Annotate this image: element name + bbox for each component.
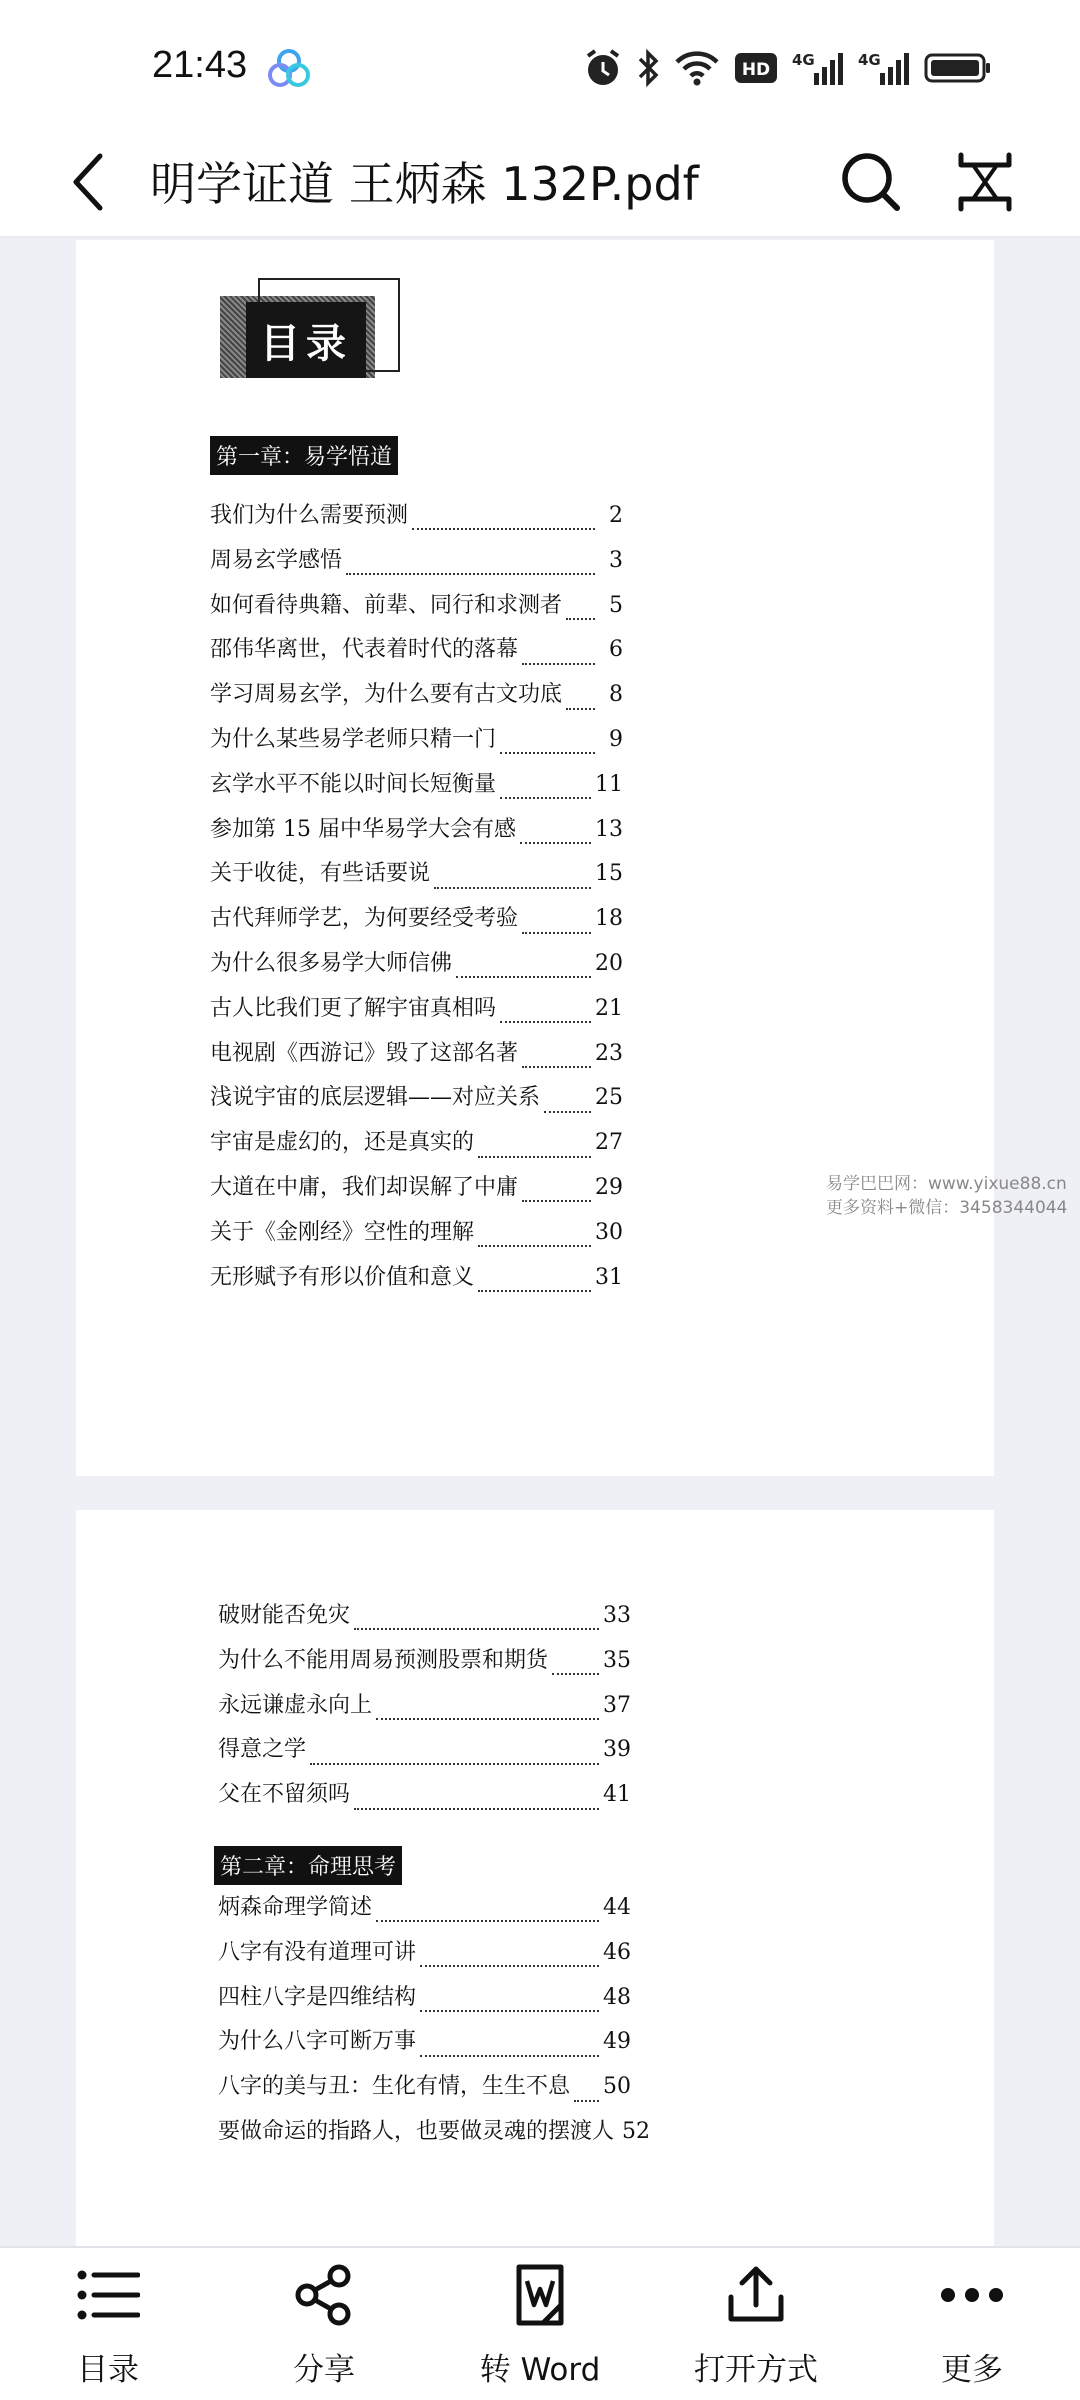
toc-entry-page: 48 [603, 1984, 631, 2010]
list-icon [73, 2260, 143, 2330]
toc-entry[interactable] [218, 1935, 631, 1980]
toc-entry[interactable] [210, 498, 623, 543]
open-with-label: 打开方式 [694, 2352, 818, 2388]
toc-entry[interactable] [210, 1170, 623, 1215]
toc-list [218, 1598, 631, 1822]
dot-leader [310, 1749, 599, 1765]
toc-entry[interactable] [218, 2114, 651, 2159]
convert-word-button[interactable] [432, 2248, 648, 2400]
fit-page-icon [955, 151, 1015, 213]
dot-leader [522, 1052, 591, 1068]
toc-entry-page: 27 [595, 1130, 623, 1156]
dot-leader [500, 783, 591, 799]
toc-entry-page: 35 [603, 1647, 631, 1673]
toc-entry[interactable] [210, 1036, 623, 1081]
toc-entry-page: 44 [603, 1895, 631, 1920]
status-icons [584, 48, 992, 92]
dot-leader [566, 604, 595, 620]
toc-list [218, 1890, 651, 2159]
toc-entry-title: 为什么某些易学老师只精一门 [210, 726, 497, 752]
dot-leader [500, 1007, 591, 1023]
toc-entry[interactable] [218, 1643, 631, 1688]
search-icon [840, 151, 902, 213]
toc-button[interactable] [0, 2248, 216, 2400]
toc-entry-title: 为什么八字可断万事 [218, 2029, 417, 2055]
toc-entry-title: 无形赋予有形以价值和意义 [210, 1264, 475, 1290]
toc-entry[interactable] [210, 632, 623, 677]
dot-leader [566, 694, 595, 710]
dot-leader [522, 1186, 591, 1202]
toc-entry[interactable] [210, 901, 623, 946]
dot-leader [456, 962, 591, 978]
toc-entry-page: 8 [609, 682, 623, 708]
pdf-viewer[interactable] [0, 240, 1080, 2246]
dot-leader [354, 1614, 599, 1630]
watermark-line: 更多资料+微信：3458344044 [826, 1198, 1068, 1218]
dot-leader [434, 873, 591, 889]
toc-entry-page: 52 [622, 2118, 651, 2144]
wifi-icon [674, 50, 720, 90]
toc-entry-title: 浅说宇宙的底层逻辑——对应关系 [210, 1085, 541, 1111]
search-button[interactable] [836, 142, 906, 222]
toc-entry[interactable] [210, 588, 623, 633]
share-button-label: 分享 [293, 2352, 355, 2388]
toc-entry-page: 23 [595, 1040, 623, 1066]
toc-entry-page: 37 [603, 1692, 631, 1718]
chapter-heading: 第二章：命理思考 [214, 1846, 402, 1885]
toc-entry-page: 39 [603, 1737, 631, 1763]
toc-entry-page: 5 [609, 592, 623, 618]
dot-leader [478, 1142, 591, 1158]
alarm-icon [584, 48, 622, 92]
toc-entry-page: 46 [603, 1939, 631, 1965]
toc-entry-title: 为什么很多易学大师信佛 [210, 950, 453, 976]
watermark-line: 易学巴巴网：www.yixue88.cn [826, 1174, 1067, 1194]
toc-button-label: 目录 [77, 2352, 139, 2388]
toc-entry-page: 49 [603, 2029, 631, 2055]
dot-leader [346, 559, 595, 575]
toc-entry-title: 如何看待典籍、前辈、同行和求测者 [210, 592, 563, 618]
share-icon [289, 2260, 359, 2330]
toc-entry[interactable] [218, 1777, 631, 1822]
toc-entry-page: 33 [603, 1603, 631, 1628]
toc-entry-page: 50 [603, 2074, 631, 2100]
bottom-toolbar [0, 2246, 1080, 2400]
toc-entry[interactable] [210, 677, 623, 722]
app-bar [0, 130, 1080, 238]
toc-entry-title: 玄学水平不能以时间长短衡量 [210, 771, 497, 797]
toc-entry-title: 四柱八字是四维结构 [218, 1984, 417, 2010]
toc-entry-page: 9 [609, 726, 623, 752]
document-title: 明学证道 王炳森 132P.pdf [150, 157, 699, 211]
toc-entry[interactable] [218, 2024, 631, 2069]
toc-list [210, 498, 623, 1304]
share-button[interactable] [216, 2248, 432, 2400]
toc-entry-page: 29 [595, 1174, 623, 1200]
dot-leader [522, 649, 595, 665]
toc-entry-title: 我们为什么需要预测 [210, 503, 409, 528]
toc-entry[interactable] [210, 767, 623, 812]
back-button[interactable] [58, 142, 118, 222]
toc-entry[interactable] [218, 1890, 631, 1935]
toc-entry[interactable] [210, 1260, 623, 1305]
toc-entry-title: 关于收徒，有些话要说 [210, 861, 431, 887]
fit-page-button[interactable] [950, 142, 1020, 222]
toc-entry-title: 宇宙是虚幻的，还是真实的 [210, 1130, 475, 1156]
svg-text:4G: 4G [858, 51, 881, 69]
hd-voice-icon [734, 52, 778, 88]
open-with-icon [721, 2260, 791, 2330]
toc-entry-page: 31 [595, 1264, 623, 1290]
toc-entry-title: 父在不留须吗 [218, 1782, 351, 1808]
toc-entry-title: 古代拜师学艺，为何要经受考验 [210, 906, 519, 932]
dot-leader [420, 1996, 599, 2012]
dot-leader [376, 1906, 599, 1922]
toc-entry-title: 炳森命理学简述 [218, 1895, 373, 1920]
watermark [826, 1172, 1067, 1220]
toc-entry-page: 13 [595, 816, 623, 842]
word-icon [505, 2260, 575, 2330]
toc-entry-title: 得意之学 [218, 1737, 307, 1763]
toc-badge [220, 258, 470, 398]
dot-leader [478, 1276, 591, 1292]
toc-entry[interactable] [218, 1980, 631, 2025]
dot-leader [420, 1951, 599, 1967]
more-button[interactable] [864, 2248, 1080, 2400]
svg-text:HD: HD [741, 60, 771, 80]
dot-leader [544, 1097, 591, 1113]
back-icon [68, 152, 108, 212]
status-time: 21:43 [152, 44, 248, 86]
dot-leader [412, 514, 595, 530]
chapter-heading: 第一章：易学悟道 [210, 436, 398, 475]
bluetooth-icon [636, 48, 660, 92]
toc-entry-page: 30 [595, 1219, 623, 1245]
toc-entry-title: 永远谦虚永向上 [218, 1692, 373, 1718]
dot-leader [420, 2041, 599, 2057]
toc-entry[interactable] [210, 1080, 623, 1125]
toc-entry-page: 2 [609, 503, 623, 528]
toc-entry[interactable] [210, 856, 623, 901]
dot-leader [478, 1231, 591, 1247]
toc-entry-title: 电视剧《西游记》毁了这部名著 [210, 1040, 519, 1066]
toc-entry-page: 21 [595, 995, 623, 1021]
toc-entry[interactable] [218, 1732, 631, 1777]
toc-entry-page: 3 [609, 547, 623, 573]
toc-entry-page: 41 [603, 1782, 631, 1808]
signal-icon [858, 49, 910, 91]
dot-leader [520, 828, 591, 844]
toc-entry-page: 11 [595, 771, 623, 797]
toc-entry-title: 大道在中庸，我们却误解了中庸 [210, 1174, 519, 1200]
dot-leader [574, 2086, 599, 2102]
app-notification-icon [268, 48, 310, 94]
toc-entry-title: 要做命运的指路人，也要做灵魂的摆渡人 [218, 2118, 615, 2144]
toc-entry-title: 邵伟华离世，代表着时代的落幕 [210, 637, 519, 663]
toc-entry-page: 20 [595, 950, 623, 976]
dot-leader [354, 1794, 599, 1810]
toc-entry[interactable] [210, 722, 623, 767]
toc-entry-page: 15 [595, 861, 623, 887]
toc-entry-page: 6 [609, 637, 623, 663]
toc-entry[interactable] [210, 1215, 623, 1260]
status-bar [0, 0, 1080, 130]
dot-leader [522, 918, 591, 934]
toc-entry[interactable] [210, 543, 623, 588]
toc-badge-label: 目录 [246, 302, 366, 378]
toc-entry[interactable] [210, 946, 623, 991]
svg-text:4G: 4G [792, 51, 815, 69]
convert-word-label: 转 Word [479, 2352, 601, 2388]
toc-entry[interactable] [218, 2069, 631, 2114]
battery-icon [924, 52, 992, 88]
toc-entry[interactable] [210, 1125, 623, 1170]
toc-entry[interactable] [210, 991, 623, 1036]
pdf-page [76, 1510, 994, 2246]
toc-entry-page: 18 [595, 906, 623, 932]
dot-leader [500, 738, 595, 754]
toc-entry-title: 八字的美与丑：生化有情，生生不息 [218, 2074, 571, 2100]
dot-leader [376, 1704, 599, 1720]
toc-entry-title: 周易玄学感悟 [210, 547, 343, 573]
dot-leader [552, 1659, 599, 1675]
toc-entry[interactable] [210, 812, 623, 857]
signal-icon [792, 49, 844, 91]
toc-entry[interactable] [218, 1688, 631, 1733]
toc-entry-title: 八字有没有道理可讲 [218, 1939, 417, 1965]
toc-entry-title: 为什么不能用周易预测股票和期货 [218, 1647, 549, 1673]
more-icon [937, 2260, 1007, 2330]
toc-entry-title: 破财能否免灾 [218, 1603, 351, 1628]
toc-entry-title: 参加第 15 届中华易学大会有感 [210, 816, 516, 842]
toc-entry-title: 古人比我们更了解宇宙真相吗 [210, 995, 497, 1021]
toc-entry-title: 关于《金刚经》空性的理解 [210, 1219, 475, 1245]
toc-entry-page: 25 [595, 1085, 623, 1111]
pdf-page [76, 240, 994, 1476]
more-button-label: 更多 [941, 2352, 1003, 2388]
open-with-button[interactable] [648, 2248, 864, 2400]
toc-entry-title: 学习周易玄学，为什么要有古文功底 [210, 682, 563, 708]
toc-entry[interactable] [218, 1598, 631, 1643]
